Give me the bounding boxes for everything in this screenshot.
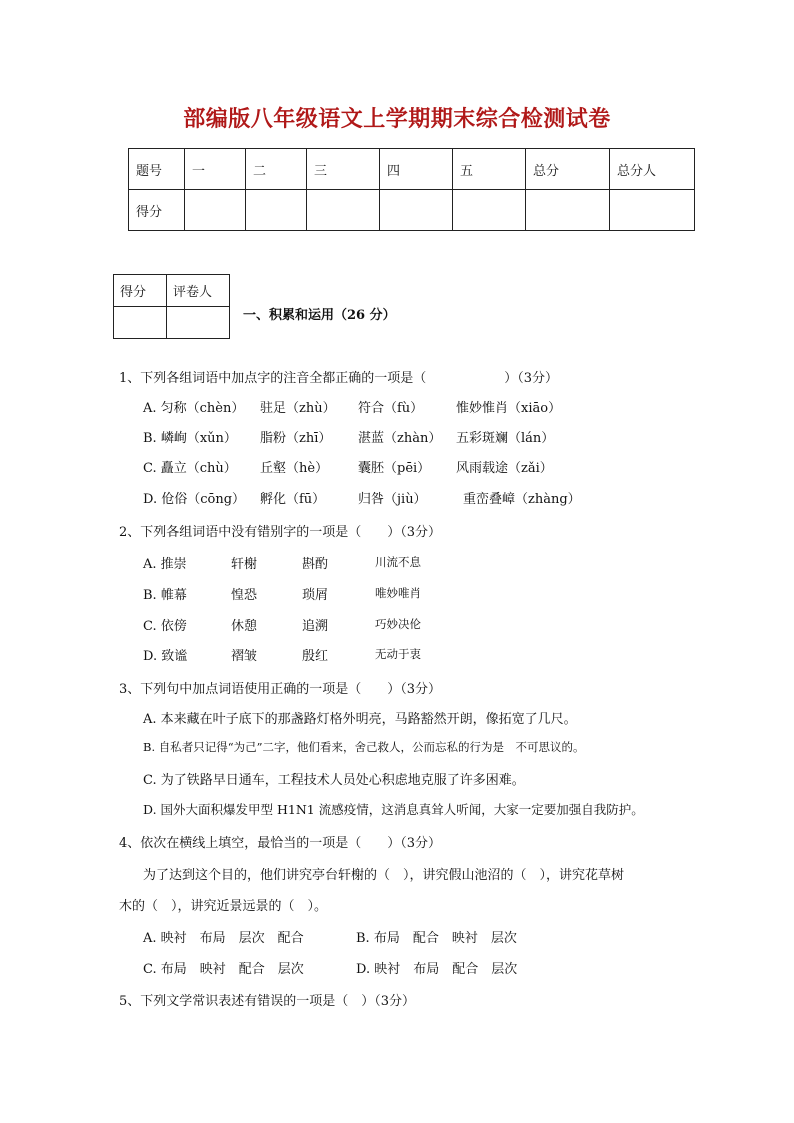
q1-option-c-3: 囊胚（pēi） <box>358 461 431 476</box>
score-table-header-row <box>129 149 695 190</box>
section-heading: 一、积累和运用（26 分） <box>243 308 396 323</box>
score-header-cell: 四 <box>380 149 453 190</box>
q2-option-c-4: 巧妙决伦 <box>375 617 421 631</box>
score-header-cell: 一 <box>185 149 246 190</box>
score-entry-cell[interactable] <box>246 190 307 231</box>
q1-option-a-4: 惟妙惟肖（xiāo） <box>456 401 562 416</box>
q1-option-b-4: 五彩斑斓（lán） <box>456 431 555 446</box>
score-table-score-row <box>129 190 695 231</box>
q3-option-d: D. 国外大面积爆发甲型 H1N1 流感疫情，这消息真耸人听闻，大家一定要加强自我防护。 <box>143 802 644 817</box>
q4-option-b: B. 布局 配合 映衬 层次 <box>356 931 517 946</box>
score-header-cell: 三 <box>307 149 380 190</box>
q2-option-b-4: 唯妙唯肖 <box>375 586 421 600</box>
question-5-stem: 5、下列文学常识表述有错误的一项是（ ）（3分） <box>119 994 416 1009</box>
grader-score-entry[interactable] <box>114 307 167 339</box>
grader-score-label: 得分 <box>114 275 167 307</box>
score-entry-cell[interactable] <box>185 190 246 231</box>
q2-option-d-1: D. 致谧 <box>143 649 188 664</box>
q1-option-b-2: 脂粉（zhī） <box>260 431 332 446</box>
q4-passage-line-2: 木的（ ），讲究近景远景的（ ）。 <box>119 899 328 914</box>
q2-option-a-3: 斟酌 <box>302 557 329 572</box>
score-entry-cell[interactable] <box>307 190 380 231</box>
q4-passage-line-1: 为了达到这个目的，他们讲究亭台轩榭的（ ），讲究假山池沼的（ ），讲究花草树 <box>143 868 625 883</box>
q4-option-a: A. 映衬 布局 层次 配合 <box>143 931 304 946</box>
question-4-stem: 4、依次在横线上填空，最恰当的一项是（ ）（3分） <box>119 836 442 851</box>
score-header-cell: 总分 <box>526 149 610 190</box>
score-entry-cell[interactable] <box>380 190 453 231</box>
grader-table <box>113 274 230 339</box>
score-entry-cell[interactable] <box>610 190 695 231</box>
q2-option-d-2: 褶皱 <box>231 649 258 664</box>
q1-option-d-4: 重峦叠嶂（zhàng） <box>463 492 581 507</box>
question-3-stem: 3、下列句中加点词语使用正确的一项是（ ）（3分） <box>119 682 442 697</box>
page-title: 部编版八年级语文上学期期末综合检测试卷 <box>183 106 611 132</box>
q2-option-c-3: 追溯 <box>302 619 329 634</box>
q2-option-c-1: C. 依傍 <box>143 619 187 634</box>
question-2-stem: 2、下列各组词语中没有错别字的一项是（ ）（3分） <box>119 525 442 540</box>
q2-option-a-2: 轩榭 <box>231 557 258 572</box>
question-1-stem: 1、下列各组词语中加点字的注音全都正确的一项是（ ）（3分） <box>119 371 559 386</box>
q1-option-b-3: 湛蓝（zhàn） <box>358 431 442 446</box>
score-table <box>128 148 695 231</box>
q2-option-a-1: A. 推崇 <box>143 557 187 572</box>
q1-option-d-1: D. 伧俗（cōng） <box>143 492 246 507</box>
grader-label: 评卷人 <box>167 275 230 307</box>
q2-option-b-3: 琐屑 <box>302 588 329 603</box>
q1-option-a-1: A. 匀称（chèn） <box>143 401 245 416</box>
score-header-cell: 题号 <box>129 149 185 190</box>
score-row-label: 得分 <box>129 190 185 231</box>
q3-option-c: C. 为了铁路早日通车，工程技术人员处心积虑地克服了许多困难。 <box>143 773 525 788</box>
q2-option-d-3: 殷红 <box>302 649 329 664</box>
score-entry-cell[interactable] <box>453 190 526 231</box>
q2-option-d-4: 无动于衷 <box>375 647 421 661</box>
q4-option-d: D. 映衬 布局 配合 层次 <box>356 962 518 977</box>
q2-option-b-2: 惶恐 <box>231 588 258 603</box>
q1-option-a-3: 符合（fù） <box>358 401 424 416</box>
score-entry-cell[interactable] <box>526 190 610 231</box>
q1-option-d-2: 孵化（fū） <box>260 492 326 507</box>
score-header-cell: 总分人 <box>610 149 695 190</box>
grader-entry[interactable] <box>167 307 230 339</box>
q1-option-c-4: 风雨载途（zǎi） <box>456 461 553 476</box>
q1-option-c-1: C. 矗立（chù） <box>143 461 237 476</box>
q1-option-a-2: 驻足（zhù） <box>260 401 336 416</box>
q4-option-c: C. 布局 映衬 配合 层次 <box>143 962 304 977</box>
q2-option-c-2: 休憩 <box>231 619 258 634</box>
q2-option-b-1: B. 帷幕 <box>143 588 187 603</box>
q1-option-b-1: B. 嶙峋（xǔn） <box>143 431 237 446</box>
q1-option-c-2: 丘壑（hè） <box>260 461 329 476</box>
q3-option-a: A. 本来藏在叶子底下的那盏路灯格外明亮，马路豁然开朗，像拓宽了几尺。 <box>143 712 577 727</box>
q2-option-a-4: 川流不息 <box>375 555 421 569</box>
score-header-cell: 五 <box>453 149 526 190</box>
score-header-cell: 二 <box>246 149 307 190</box>
q3-option-b: B. 自私者只记得“为己”二字，他们看来，舍己救人，公而忘私的行为是 不可思议的。 <box>143 740 585 754</box>
q1-option-d-3: 归咎（jiù） <box>358 492 427 507</box>
